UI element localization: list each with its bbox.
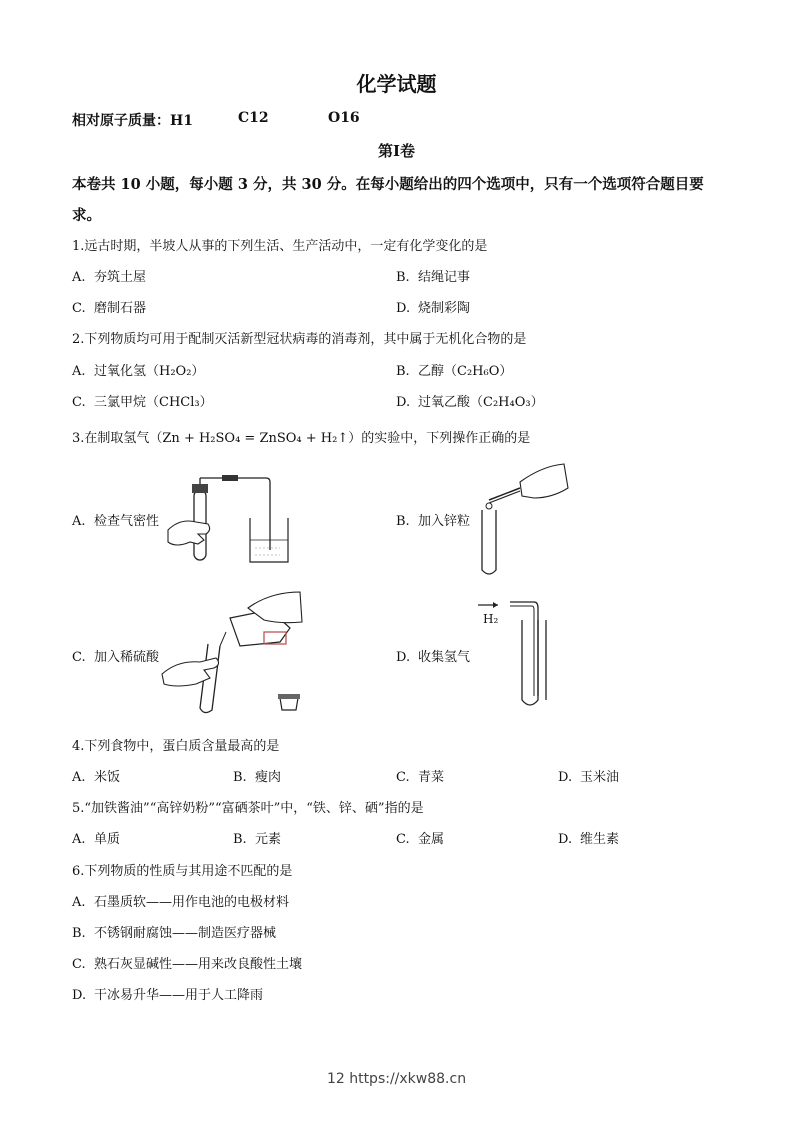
- q4-option-c: [396, 766, 444, 785]
- question-6-stem: 6.下列物质的性质与其用途不匹配的是: [72, 864, 293, 879]
- option-text: 金属: [418, 832, 445, 847]
- atomic-mass-h: H1: [170, 113, 193, 129]
- q1-option-c: [72, 297, 146, 316]
- instructions: 本卷共 10 小题，每小题 3 分，共 30 分。在每小题给出的四个选项中，只有一个选项符合题目要求。: [72, 176, 704, 224]
- page-footer: 12 https://xkw88.cn: [326, 1071, 467, 1087]
- option-label: A.: [72, 514, 86, 529]
- q4-option-d: [558, 766, 619, 785]
- figure-adding-zinc: [462, 460, 572, 580]
- option-text: 元素: [255, 832, 282, 847]
- option-text: 加入锌粒: [418, 514, 471, 529]
- atomic-mass-c: C12: [238, 110, 269, 126]
- question-5-stem: 5.“加铁酱油”“高锌奶粉”“富硒茶叶”中，“铁、锌、硒”指的是: [72, 801, 424, 816]
- option-label: D.: [396, 301, 411, 316]
- option-text: 结绳记事: [418, 270, 471, 285]
- q2-option-a: [72, 360, 204, 379]
- option-label: B.: [72, 926, 86, 941]
- option-text: 收集氢气: [418, 650, 471, 665]
- q5-option-b: [233, 828, 281, 847]
- option-label: C.: [72, 650, 86, 665]
- option-label: B.: [233, 770, 247, 785]
- option-text: 玉米油: [580, 770, 620, 785]
- question-4-stem: 4.下列食物中，蛋白质含量最高的是: [72, 739, 280, 754]
- atomic-mass-label: 相对原子质量：: [72, 113, 170, 129]
- q6-option-a: [72, 891, 289, 910]
- h2-label: H₂: [483, 612, 499, 626]
- q1-option-d: [396, 297, 470, 316]
- option-text: 磨制石器: [94, 301, 147, 316]
- q5-option-d: [558, 828, 619, 847]
- question-2-stem: 2.下列物质均可用于配制灭活新型冠状病毒的消毒剂，其中属于无机化合物的是: [72, 332, 527, 347]
- option-text: 乙醇（C₂H₆O）: [418, 364, 513, 379]
- option-text: 维生素: [580, 832, 620, 847]
- option-text: 过氧乙酸（C₂H₄O₃）: [418, 395, 544, 410]
- option-label: D.: [558, 770, 573, 785]
- option-text: 检查气密性: [94, 514, 160, 529]
- atomic-mass-o: O16: [328, 110, 360, 126]
- question-1-stem: 1.远古时期，半坡人从事的下列生活、生产活动中，一定有化学变化的是: [72, 239, 488, 254]
- figure-adding-sulfuric-acid: [160, 588, 310, 718]
- option-label: D.: [396, 395, 411, 410]
- q4-option-b: [233, 766, 281, 785]
- page-title: 化学试题: [356, 72, 437, 96]
- option-label: A.: [72, 770, 86, 785]
- question-3-stem: 3.在制取氢气（Zn + H₂SO₄ = ZnSO₄ + H₂↑）的实验中，下列操作正确的是: [72, 431, 531, 446]
- q1-option-b: [396, 266, 470, 285]
- q6-option-d: [72, 984, 263, 1003]
- option-text: 过氧化氢（H₂O₂）: [94, 364, 205, 379]
- option-label: C.: [72, 957, 86, 972]
- option-text: 三氯甲烷（CHCl₃）: [94, 395, 213, 410]
- option-label: A.: [72, 832, 86, 847]
- q3-option-d: [396, 646, 470, 665]
- option-label: A.: [72, 364, 86, 379]
- option-label: D.: [396, 650, 411, 665]
- figure-airtightness-check: [160, 470, 300, 570]
- option-label: C.: [72, 395, 86, 410]
- option-text: 单质: [94, 832, 121, 847]
- volume-heading: 第Ⅰ卷: [377, 142, 416, 160]
- q2-option-c: [72, 391, 213, 410]
- q5-option-c: [396, 828, 444, 847]
- option-label: B.: [396, 514, 410, 529]
- q6-option-b: [72, 922, 276, 941]
- option-text: 青菜: [418, 770, 445, 785]
- q3-option-a: [72, 510, 159, 529]
- option-label: B.: [396, 270, 410, 285]
- q1-option-a: [72, 266, 146, 285]
- option-text: 加入稀硫酸: [94, 650, 160, 665]
- option-label: B.: [396, 364, 410, 379]
- q3-option-c: [72, 646, 159, 665]
- option-text: 熟石灰显碱性——用来改良酸性土壤: [94, 957, 303, 972]
- option-text: 米饭: [94, 770, 121, 785]
- option-label: C.: [396, 770, 410, 785]
- q2-option-d: [396, 391, 544, 410]
- option-label: C.: [396, 832, 410, 847]
- option-text: 石墨质软——用作电池的电极材料: [94, 895, 290, 910]
- option-text: 烧制彩陶: [418, 301, 471, 316]
- option-label: A.: [72, 270, 86, 285]
- option-text: 瘦肉: [255, 770, 282, 785]
- option-text: 干冰易升华——用于人工降雨: [94, 988, 264, 1003]
- option-label: D.: [558, 832, 573, 847]
- option-label: B.: [233, 832, 247, 847]
- q6-option-c: [72, 953, 302, 972]
- q5-option-a: [72, 828, 120, 847]
- option-text: 不锈钢耐腐蚀——制造医疗器械: [94, 926, 277, 941]
- option-label: D.: [72, 988, 87, 1003]
- q3-option-b: [396, 510, 470, 529]
- q2-option-b: [396, 360, 512, 379]
- option-label: A.: [72, 895, 86, 910]
- option-label: C.: [72, 301, 86, 316]
- atomic-mass-line: [72, 110, 360, 130]
- q4-option-a: [72, 766, 120, 785]
- option-text: 夯筑土屋: [94, 270, 147, 285]
